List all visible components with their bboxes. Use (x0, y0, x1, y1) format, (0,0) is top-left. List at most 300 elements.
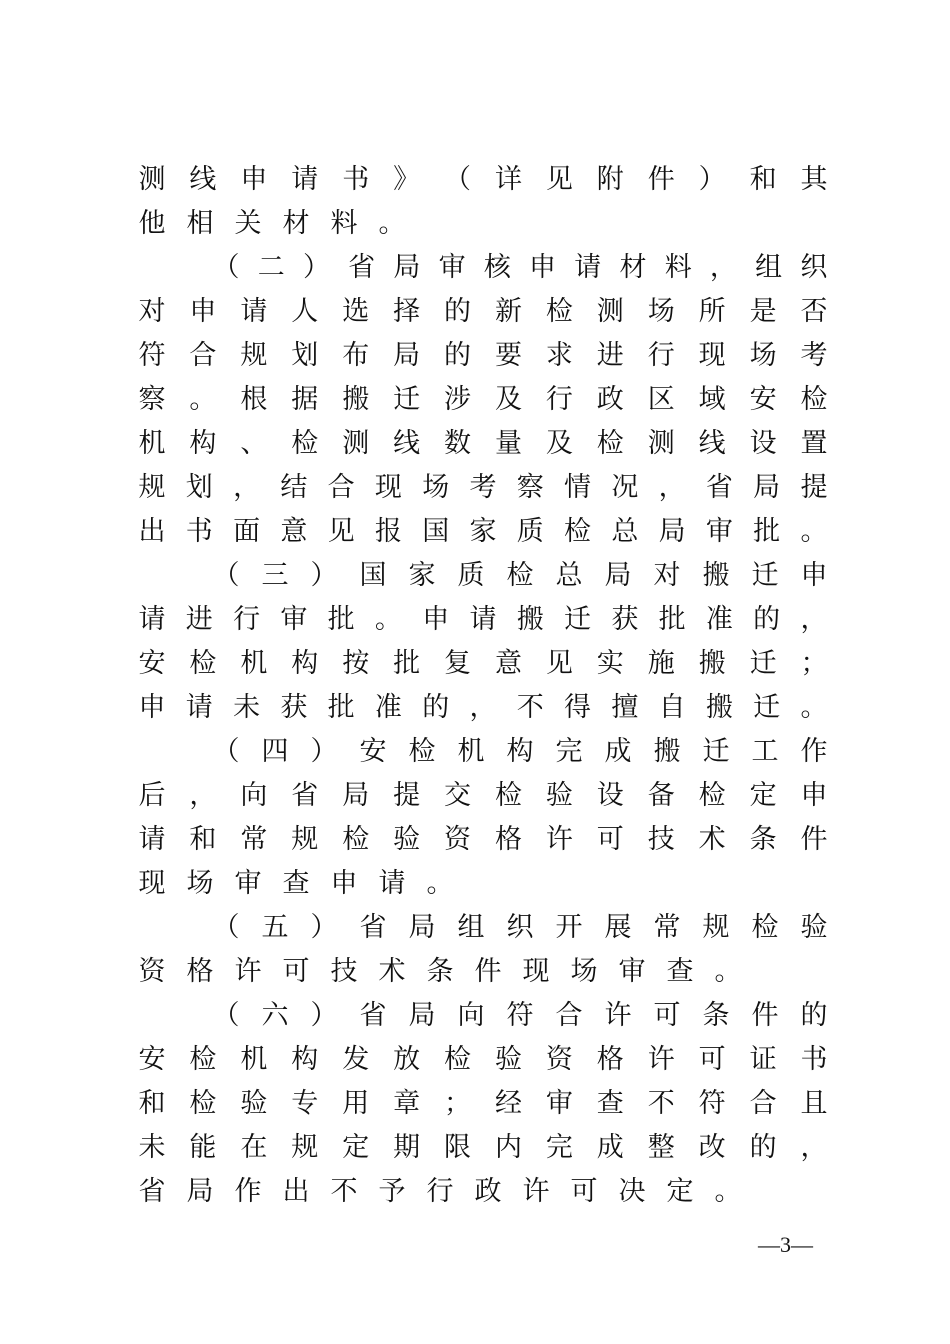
glyph: 查 (666, 956, 694, 987)
glyph: 机 (240, 648, 268, 679)
glyph: 情 (564, 472, 592, 503)
glyph: 的 (422, 692, 450, 723)
glyph: 意 (280, 516, 308, 547)
glyph: 格 (186, 956, 214, 987)
glyph: 局 (408, 912, 436, 943)
glyph: 检 (596, 428, 624, 459)
glyph: 报 (374, 516, 402, 547)
glyph: 查 (282, 868, 310, 899)
glyph: 检 (291, 428, 319, 459)
glyph: 总 (555, 560, 583, 591)
text-line (138, 424, 828, 464)
glyph: 自 (658, 692, 686, 723)
glyph: 可 (596, 824, 624, 855)
glyph: ） (310, 1000, 338, 1031)
glyph: 组 (755, 252, 783, 283)
glyph: 检 (342, 824, 370, 855)
glyph: 出 (138, 516, 166, 547)
glyph: 附 (596, 164, 624, 195)
glyph: 。 (800, 516, 828, 547)
glyph: 搬 (342, 384, 370, 415)
glyph: 四 (261, 736, 289, 767)
glyph: 场 (422, 472, 450, 503)
glyph: 实 (596, 648, 624, 679)
paragraph-start-line (212, 908, 828, 948)
glyph: 专 (291, 1088, 319, 1119)
glyph: 规 (702, 912, 730, 943)
glyph: 六 (261, 1000, 289, 1031)
glyph: 定 (749, 780, 777, 811)
glyph: 现 (698, 340, 726, 371)
glyph: 行 (647, 340, 675, 371)
glyph: 批 (393, 648, 421, 679)
glyph: ， (233, 472, 261, 503)
glyph: 线 (393, 428, 421, 459)
glyph: 区 (647, 384, 675, 415)
text-line (138, 160, 828, 200)
paragraph-start-line (212, 732, 828, 772)
text-line (138, 1040, 828, 1080)
glyph: 请 (378, 868, 406, 899)
glyph: 现 (138, 868, 166, 899)
glyph: 可 (570, 1176, 598, 1207)
glyph: 安 (138, 1044, 166, 1075)
glyph: 划 (291, 340, 319, 371)
glyph: 安 (749, 384, 777, 415)
glyph: ， (800, 604, 828, 635)
glyph: 现 (374, 472, 402, 503)
glyph: 量 (494, 428, 522, 459)
glyph: 备 (647, 780, 675, 811)
glyph: 。 (426, 868, 454, 899)
paragraph-start-line (212, 248, 828, 288)
text-line (138, 292, 828, 332)
glyph: 场 (570, 956, 598, 987)
glyph: 布 (342, 340, 370, 371)
glyph: 在 (240, 1132, 268, 1163)
glyph: （ (212, 912, 240, 943)
paragraph-start-line (212, 996, 828, 1036)
glyph: 局 (393, 252, 421, 283)
glyph: 技 (330, 956, 358, 987)
glyph: 线 (698, 428, 726, 459)
glyph: 家 (408, 560, 436, 591)
glyph: 资 (545, 1044, 573, 1075)
glyph: 验 (494, 1044, 522, 1075)
text-line (138, 1128, 828, 1168)
text-line (138, 864, 828, 904)
glyph: 安 (359, 736, 387, 767)
glyph: 合 (189, 340, 217, 371)
glyph: 国 (359, 560, 387, 591)
glyph: 三 (261, 560, 289, 591)
glyph: 及 (494, 384, 522, 415)
glyph: 改 (698, 1132, 726, 1163)
glyph: 材 (282, 208, 310, 239)
glyph: 许 (234, 956, 262, 987)
glyph: 。 (714, 956, 742, 987)
glyph: 五 (261, 912, 289, 943)
glyph: 件 (647, 164, 675, 195)
glyph: 作 (800, 736, 828, 767)
glyph: 审 (280, 604, 308, 635)
glyph: （ (212, 560, 240, 591)
glyph: 设 (749, 428, 777, 459)
text-line (138, 204, 828, 244)
glyph: 省 (359, 912, 387, 943)
glyph: 详 (494, 164, 522, 195)
glyph: 作 (234, 1176, 262, 1207)
glyph: 设 (596, 780, 624, 811)
glyph: 合 (749, 1088, 777, 1119)
glyph: 质 (516, 516, 544, 547)
glyph: 术 (378, 956, 406, 987)
glyph: 见 (545, 648, 573, 679)
glyph: （ (212, 252, 240, 283)
glyph: 构 (189, 428, 217, 459)
glyph: 得 (564, 692, 592, 723)
glyph: 成 (596, 1132, 624, 1163)
glyph: 场 (749, 340, 777, 371)
glyph: 不 (330, 1176, 358, 1207)
glyph: （ (212, 1000, 240, 1031)
glyph: 进 (185, 604, 213, 635)
glyph: 审 (234, 868, 262, 899)
glyph: 检 (189, 1088, 217, 1119)
glyph: ） (302, 252, 330, 283)
glyph: 按 (342, 648, 370, 679)
glyph: 。 (378, 208, 406, 239)
glyph: 向 (240, 780, 268, 811)
glyph: 决 (618, 1176, 646, 1207)
glyph: 相 (186, 208, 214, 239)
glyph: 对 (653, 560, 681, 591)
glyph: 请 (138, 824, 166, 855)
page-number: —3— (758, 1232, 813, 1257)
glyph: 核 (483, 252, 511, 283)
text-line (138, 952, 828, 992)
glyph: 机 (457, 736, 485, 767)
glyph: 申 (330, 868, 358, 899)
glyph: 是 (749, 296, 777, 327)
glyph: 格 (494, 824, 522, 855)
glyph: 见 (327, 516, 355, 547)
glyph: 行 (426, 1176, 454, 1207)
glyph: 、 (240, 428, 268, 459)
glyph: 和 (138, 1088, 166, 1119)
glyph: 符 (698, 1088, 726, 1119)
glyph: 定 (342, 1132, 370, 1163)
glyph: 施 (647, 648, 675, 679)
glyph: 验 (240, 1088, 268, 1119)
glyph: 合 (327, 472, 355, 503)
glyph: 安 (138, 648, 166, 679)
glyph: 机 (138, 428, 166, 459)
glyph: 机 (240, 1044, 268, 1075)
glyph: 织 (800, 252, 828, 283)
glyph: 放 (393, 1044, 421, 1075)
glyph: 行 (545, 384, 573, 415)
glyph: 批 (753, 516, 781, 547)
glyph: 迁 (564, 604, 592, 635)
glyph: 置 (800, 428, 828, 459)
glyph: 验 (545, 780, 573, 811)
glyph: 测 (647, 428, 675, 459)
glyph: （ (212, 736, 240, 767)
glyph: 结 (280, 472, 308, 503)
glyph: 不 (647, 1088, 675, 1119)
glyph: 的 (444, 296, 472, 327)
glyph: 申 (189, 296, 217, 327)
glyph: 省 (705, 472, 733, 503)
glyph: 书 (800, 1044, 828, 1075)
glyph: 。 (714, 1176, 742, 1207)
glyph: 整 (647, 1132, 675, 1163)
glyph: 国 (422, 516, 450, 547)
glyph: 现 (522, 956, 550, 987)
glyph: 总 (611, 516, 639, 547)
glyph: 成 (604, 736, 632, 767)
glyph: 章 (393, 1088, 421, 1119)
glyph: 迁 (749, 648, 777, 679)
glyph: 。 (374, 604, 402, 635)
glyph: 申 (529, 252, 557, 283)
glyph: 的 (753, 604, 781, 635)
glyph: 规 (138, 472, 166, 503)
glyph: 料 (664, 252, 692, 283)
text-line (138, 336, 828, 376)
glyph: 局 (393, 340, 421, 371)
glyph: 交 (444, 780, 472, 811)
glyph: 检 (698, 780, 726, 811)
glyph: 的 (749, 1132, 777, 1163)
glyph: 审 (438, 252, 466, 283)
glyph: 许 (545, 824, 573, 855)
text-line (138, 776, 828, 816)
glyph: 进 (596, 340, 624, 371)
glyph: 涉 (444, 384, 472, 415)
glyph: 新 (494, 296, 522, 327)
glyph: 批 (327, 692, 355, 723)
glyph: 书 (185, 516, 213, 547)
glyph: 符 (506, 1000, 534, 1031)
glyph: 常 (653, 912, 681, 943)
glyph: 察 (516, 472, 544, 503)
glyph: 政 (596, 384, 624, 415)
glyph: 对 (138, 296, 166, 327)
glyph: 据 (291, 384, 319, 415)
glyph: 资 (444, 824, 472, 855)
glyph: 局 (186, 1176, 214, 1207)
glyph: 和 (749, 164, 777, 195)
glyph: 不 (516, 692, 544, 723)
glyph: 检 (444, 1044, 472, 1075)
glyph: 未 (233, 692, 261, 723)
glyph: 申 (800, 560, 828, 591)
glyph: 省 (359, 1000, 387, 1031)
text-line (138, 644, 828, 684)
glyph: 构 (291, 1044, 319, 1075)
text-line (138, 1172, 828, 1212)
glyph: 工 (751, 736, 779, 767)
glyph: 条 (426, 956, 454, 987)
glyph: 许 (647, 1044, 675, 1075)
glyph: 开 (555, 912, 583, 943)
glyph: 请 (240, 296, 268, 327)
glyph: 料 (330, 208, 358, 239)
glyph: 行 (233, 604, 261, 635)
glyph: 规 (291, 1132, 319, 1163)
glyph: 请 (138, 604, 166, 635)
text-line (138, 688, 828, 728)
glyph: 意 (494, 648, 522, 679)
glyph: 检 (189, 1044, 217, 1075)
glyph: 家 (469, 516, 497, 547)
glyph: 请 (185, 692, 213, 723)
glyph: 》 (393, 164, 421, 195)
glyph: 请 (291, 164, 319, 195)
glyph: 迁 (702, 736, 730, 767)
glyph: 关 (234, 208, 262, 239)
glyph: 检 (494, 780, 522, 811)
glyph: 局 (408, 1000, 436, 1031)
glyph: 件 (800, 824, 828, 855)
glyph: 检 (506, 560, 534, 591)
glyph: 检 (189, 648, 217, 679)
glyph: 许 (604, 1000, 632, 1031)
glyph: 书 (342, 164, 370, 195)
text-line (138, 600, 828, 640)
glyph: 申 (240, 164, 268, 195)
glyph: 的 (800, 1000, 828, 1031)
glyph: 省 (138, 1176, 166, 1207)
glyph: 线 (189, 164, 217, 195)
glyph: ； (444, 1088, 472, 1119)
glyph: 求 (545, 340, 573, 371)
glyph: 发 (342, 1044, 370, 1075)
glyph: 可 (653, 1000, 681, 1031)
glyph: 测 (596, 296, 624, 327)
glyph: 审 (545, 1088, 573, 1119)
glyph: 获 (611, 604, 639, 635)
glyph: 未 (138, 1132, 166, 1163)
glyph: 申 (800, 780, 828, 811)
glyph: 审 (705, 516, 733, 547)
glyph: 用 (342, 1088, 370, 1119)
glyph: 检 (751, 912, 779, 943)
glyph: 迁 (753, 692, 781, 723)
glyph: 复 (444, 648, 472, 679)
glyph: 选 (342, 296, 370, 327)
glyph: 条 (702, 1000, 730, 1031)
glyph: 根 (240, 384, 268, 415)
glyph: 准 (705, 604, 733, 635)
glyph: 许 (522, 1176, 550, 1207)
glyph: 检 (800, 384, 828, 415)
glyph: 后 (138, 780, 166, 811)
glyph: 数 (444, 428, 472, 459)
glyph: 见 (545, 164, 573, 195)
text-line (138, 1084, 828, 1124)
glyph: 构 (506, 736, 534, 767)
glyph: 准 (374, 692, 402, 723)
glyph: 否 (800, 296, 828, 327)
glyph: 面 (233, 516, 261, 547)
glyph: 局 (753, 472, 781, 503)
glyph: 。 (189, 384, 217, 415)
glyph: ） (698, 164, 726, 195)
glyph: 搬 (705, 692, 733, 723)
glyph: 完 (555, 736, 583, 767)
glyph: 证 (749, 1044, 777, 1075)
glyph: 织 (506, 912, 534, 943)
glyph: 审 (618, 956, 646, 987)
glyph: 局 (342, 780, 370, 811)
glyph: ， (658, 472, 686, 503)
glyph: 迁 (751, 560, 779, 591)
glyph: 搬 (516, 604, 544, 635)
text-line (138, 468, 828, 508)
glyph: 条 (749, 824, 777, 855)
glyph: 二 (257, 252, 285, 283)
glyph: 场 (186, 868, 214, 899)
glyph: 合 (555, 1000, 583, 1031)
glyph: ， (469, 692, 497, 723)
glyph: 测 (138, 164, 166, 195)
glyph: 经 (494, 1088, 522, 1119)
glyph: 定 (666, 1176, 694, 1207)
glyph: 内 (494, 1132, 522, 1163)
glyph: 擅 (611, 692, 639, 723)
glyph: 验 (800, 912, 828, 943)
glyph: 省 (291, 780, 319, 811)
glyph: ， (709, 252, 737, 283)
glyph: ） (310, 736, 338, 767)
glyph: 场 (647, 296, 675, 327)
glyph: 搬 (698, 648, 726, 679)
glyph: 符 (138, 340, 166, 371)
glyph: 出 (282, 1176, 310, 1207)
glyph: 的 (444, 340, 472, 371)
glyph: 政 (474, 1176, 502, 1207)
glyph: 检 (408, 736, 436, 767)
glyph: 申 (138, 692, 166, 723)
glyph: 能 (189, 1132, 217, 1163)
glyph: 材 (619, 252, 647, 283)
glyph: 规 (291, 824, 319, 855)
glyph: 术 (698, 824, 726, 855)
glyph: 规 (240, 340, 268, 371)
glyph: ， (189, 780, 217, 811)
glyph: 限 (444, 1132, 472, 1163)
glyph: 常 (240, 824, 268, 855)
glyph: 可 (282, 956, 310, 987)
glyph: 提 (800, 472, 828, 503)
glyph: 考 (469, 472, 497, 503)
glyph: 予 (378, 1176, 406, 1207)
glyph: 局 (658, 516, 686, 547)
glyph: 局 (604, 560, 632, 591)
glyph: 向 (457, 1000, 485, 1031)
glyph: 质 (457, 560, 485, 591)
glyph: 所 (698, 296, 726, 327)
text-line (138, 512, 828, 552)
glyph: ， (800, 1132, 828, 1163)
glyph: 件 (751, 1000, 779, 1031)
glyph: ） (310, 912, 338, 943)
glyph: ； (800, 648, 828, 679)
glyph: 。 (800, 692, 828, 723)
